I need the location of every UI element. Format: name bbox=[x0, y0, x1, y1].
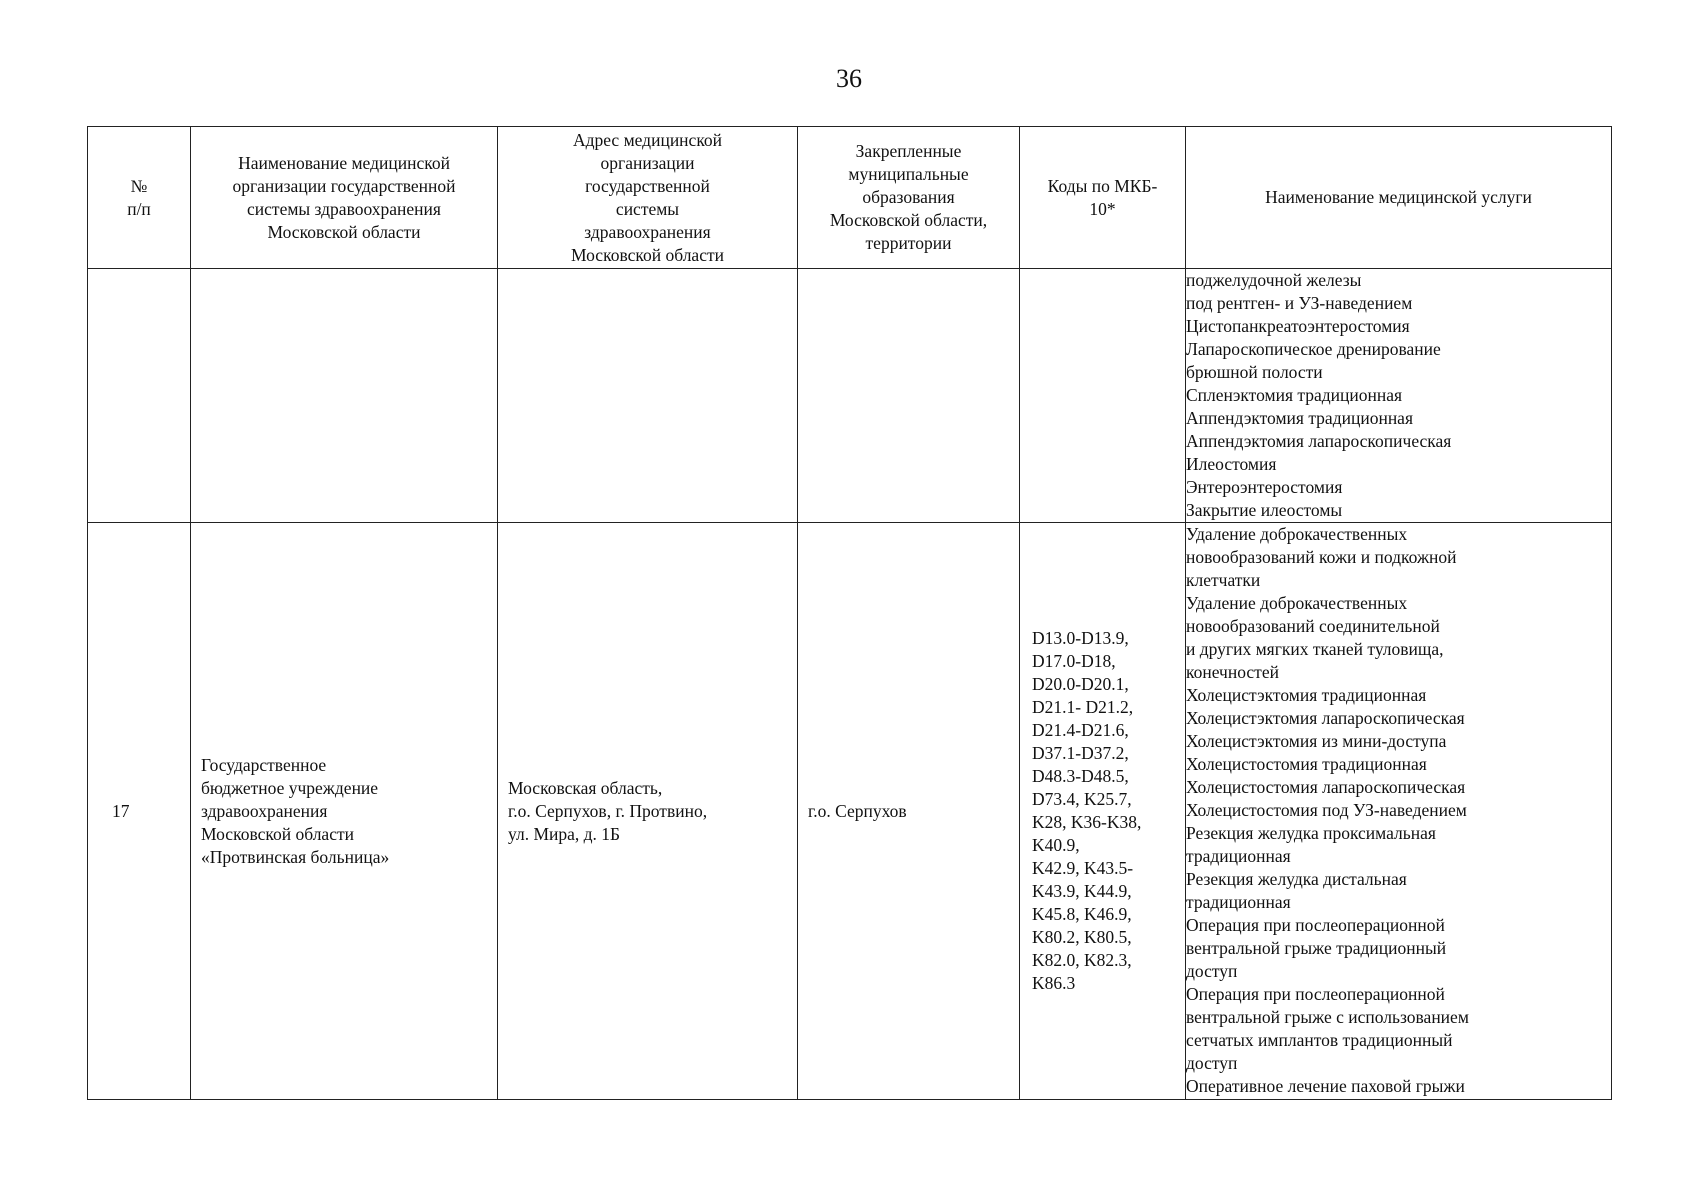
service-line: Холецистостомия традиционная bbox=[1186, 754, 1427, 774]
cell-municipality bbox=[798, 269, 1020, 523]
service-line: традиционная bbox=[1186, 846, 1291, 866]
cell-municipality: г.о. Серпухов bbox=[798, 523, 1020, 1100]
header-organization: Наименование медицинской организации государственной системы здравоохранения Московской области bbox=[191, 127, 498, 269]
header-municipality: Закрепленные муниципальные образования Московской области, территории bbox=[798, 127, 1020, 269]
cell-services bbox=[1186, 523, 1612, 1100]
table-header-row bbox=[88, 127, 1612, 269]
cell-address: Московская область, г.о. Серпухов, г. Протвино, ул. Мира, д. 1Б bbox=[498, 523, 798, 1100]
service-line: Закрытие илеостомы bbox=[1186, 500, 1343, 520]
service-line: Энтероэнтеростомия bbox=[1186, 477, 1343, 497]
service-line: новообразований кожи и подкожной bbox=[1186, 547, 1457, 567]
service-line: традиционная bbox=[1186, 892, 1291, 912]
service-line: Цистопанкреатоэнтеростомия bbox=[1186, 316, 1410, 336]
medical-services-table bbox=[87, 126, 1612, 1100]
service-line: Лапароскопическое дренирование bbox=[1186, 339, 1441, 359]
service-line: и других мягких тканей туловища, bbox=[1186, 639, 1444, 659]
icd-code-line: K28, K36-K38, bbox=[1032, 812, 1142, 832]
service-line: конечностей bbox=[1186, 662, 1279, 682]
service-line: поджелудочной железы bbox=[1186, 270, 1362, 290]
service-line: Резекция желудка проксимальная bbox=[1186, 823, 1436, 843]
icd-code-line: D21.1- D21.2, bbox=[1032, 697, 1134, 717]
service-line: сетчатых имплантов традиционный bbox=[1186, 1030, 1453, 1050]
service-line: Операция при послеоперационной bbox=[1186, 984, 1445, 1004]
service-line: Аппендэктомия лапароскопическая bbox=[1186, 431, 1452, 451]
service-line: Аппендэктомия традиционная bbox=[1186, 408, 1413, 428]
cell-services bbox=[1186, 269, 1612, 523]
cell-organization bbox=[191, 269, 498, 523]
cell-icd-codes bbox=[1020, 523, 1186, 1100]
service-line: под рентген- и УЗ-наведением bbox=[1186, 293, 1413, 313]
header-icd-codes: Коды по МКБ- 10* bbox=[1020, 127, 1186, 269]
service-line: Илеостомия bbox=[1186, 454, 1277, 474]
icd-code-line: D21.4-D21.6, bbox=[1032, 720, 1129, 740]
cell-organization: Государственное бюджетное учреждение здравоохранения Московской области «Протвинская больница» bbox=[191, 523, 498, 1100]
service-line: Спленэктомия традиционная bbox=[1186, 385, 1403, 405]
service-line: клетчатки bbox=[1186, 570, 1261, 590]
icd-code-line: D17.0-D18, bbox=[1032, 651, 1116, 671]
service-line: брюшной полости bbox=[1186, 362, 1323, 382]
cell-number bbox=[88, 269, 191, 523]
service-line: Холецистэктомия лапароскопическая bbox=[1186, 708, 1465, 728]
service-line: доступ bbox=[1186, 961, 1238, 981]
cell-address bbox=[498, 269, 798, 523]
service-line: Удаление доброкачественных bbox=[1186, 524, 1408, 544]
icd-code-line: D48.3-D48.5, bbox=[1032, 766, 1129, 786]
icd-code-line: K42.9, K43.5- bbox=[1032, 858, 1134, 878]
icd-code-line: D20.0-D20.1, bbox=[1032, 674, 1129, 694]
icd-code-line: K82.0, K82.3, bbox=[1032, 950, 1132, 970]
service-line: доступ bbox=[1186, 1053, 1238, 1073]
service-line: Удаление доброкачественных bbox=[1186, 593, 1408, 613]
service-line: новообразований соединительной bbox=[1186, 616, 1440, 636]
header-service-name: Наименование медицинской услуги bbox=[1186, 127, 1612, 269]
header-number: № п/п bbox=[88, 127, 191, 269]
icd-code-line: D37.1-D37.2, bbox=[1032, 743, 1129, 763]
service-line: Холецистостомия под УЗ-наведением bbox=[1186, 800, 1467, 820]
icd-code-line: D13.0-D13.9, bbox=[1032, 628, 1129, 648]
header-address: Адрес медицинской организации государственной системы здравоохранения Московской области bbox=[498, 127, 798, 269]
cell-icd-codes bbox=[1020, 269, 1186, 523]
icd-code-line: K86.3 bbox=[1032, 973, 1076, 993]
service-line: Холецистэктомия из мини-доступа bbox=[1186, 731, 1447, 751]
icd-code-line: K80.2, K80.5, bbox=[1032, 927, 1132, 947]
icd-code-line: K40.9, bbox=[1032, 835, 1080, 855]
icd-code-line: K45.8, K46.9, bbox=[1032, 904, 1132, 924]
icd-code-line: D73.4, K25.7, bbox=[1032, 789, 1132, 809]
service-line: Холецистостомия лапароскопическая bbox=[1186, 777, 1466, 797]
table-row bbox=[88, 269, 1612, 523]
service-line: Операция при послеоперационной bbox=[1186, 915, 1445, 935]
table-row bbox=[88, 523, 1612, 1100]
icd-code-line: K43.9, K44.9, bbox=[1032, 881, 1132, 901]
page-number: 36 bbox=[836, 64, 862, 93]
service-line: Оперативное лечение паховой грыжи bbox=[1186, 1076, 1465, 1096]
service-line: Резекция желудка дистальная bbox=[1186, 869, 1407, 889]
service-line: вентральной грыже с использованием bbox=[1186, 1007, 1469, 1027]
service-line: Холецистэктомия традиционная bbox=[1186, 685, 1427, 705]
service-line: вентральной грыже традиционный bbox=[1186, 938, 1447, 958]
cell-number: 17 bbox=[88, 523, 191, 1100]
